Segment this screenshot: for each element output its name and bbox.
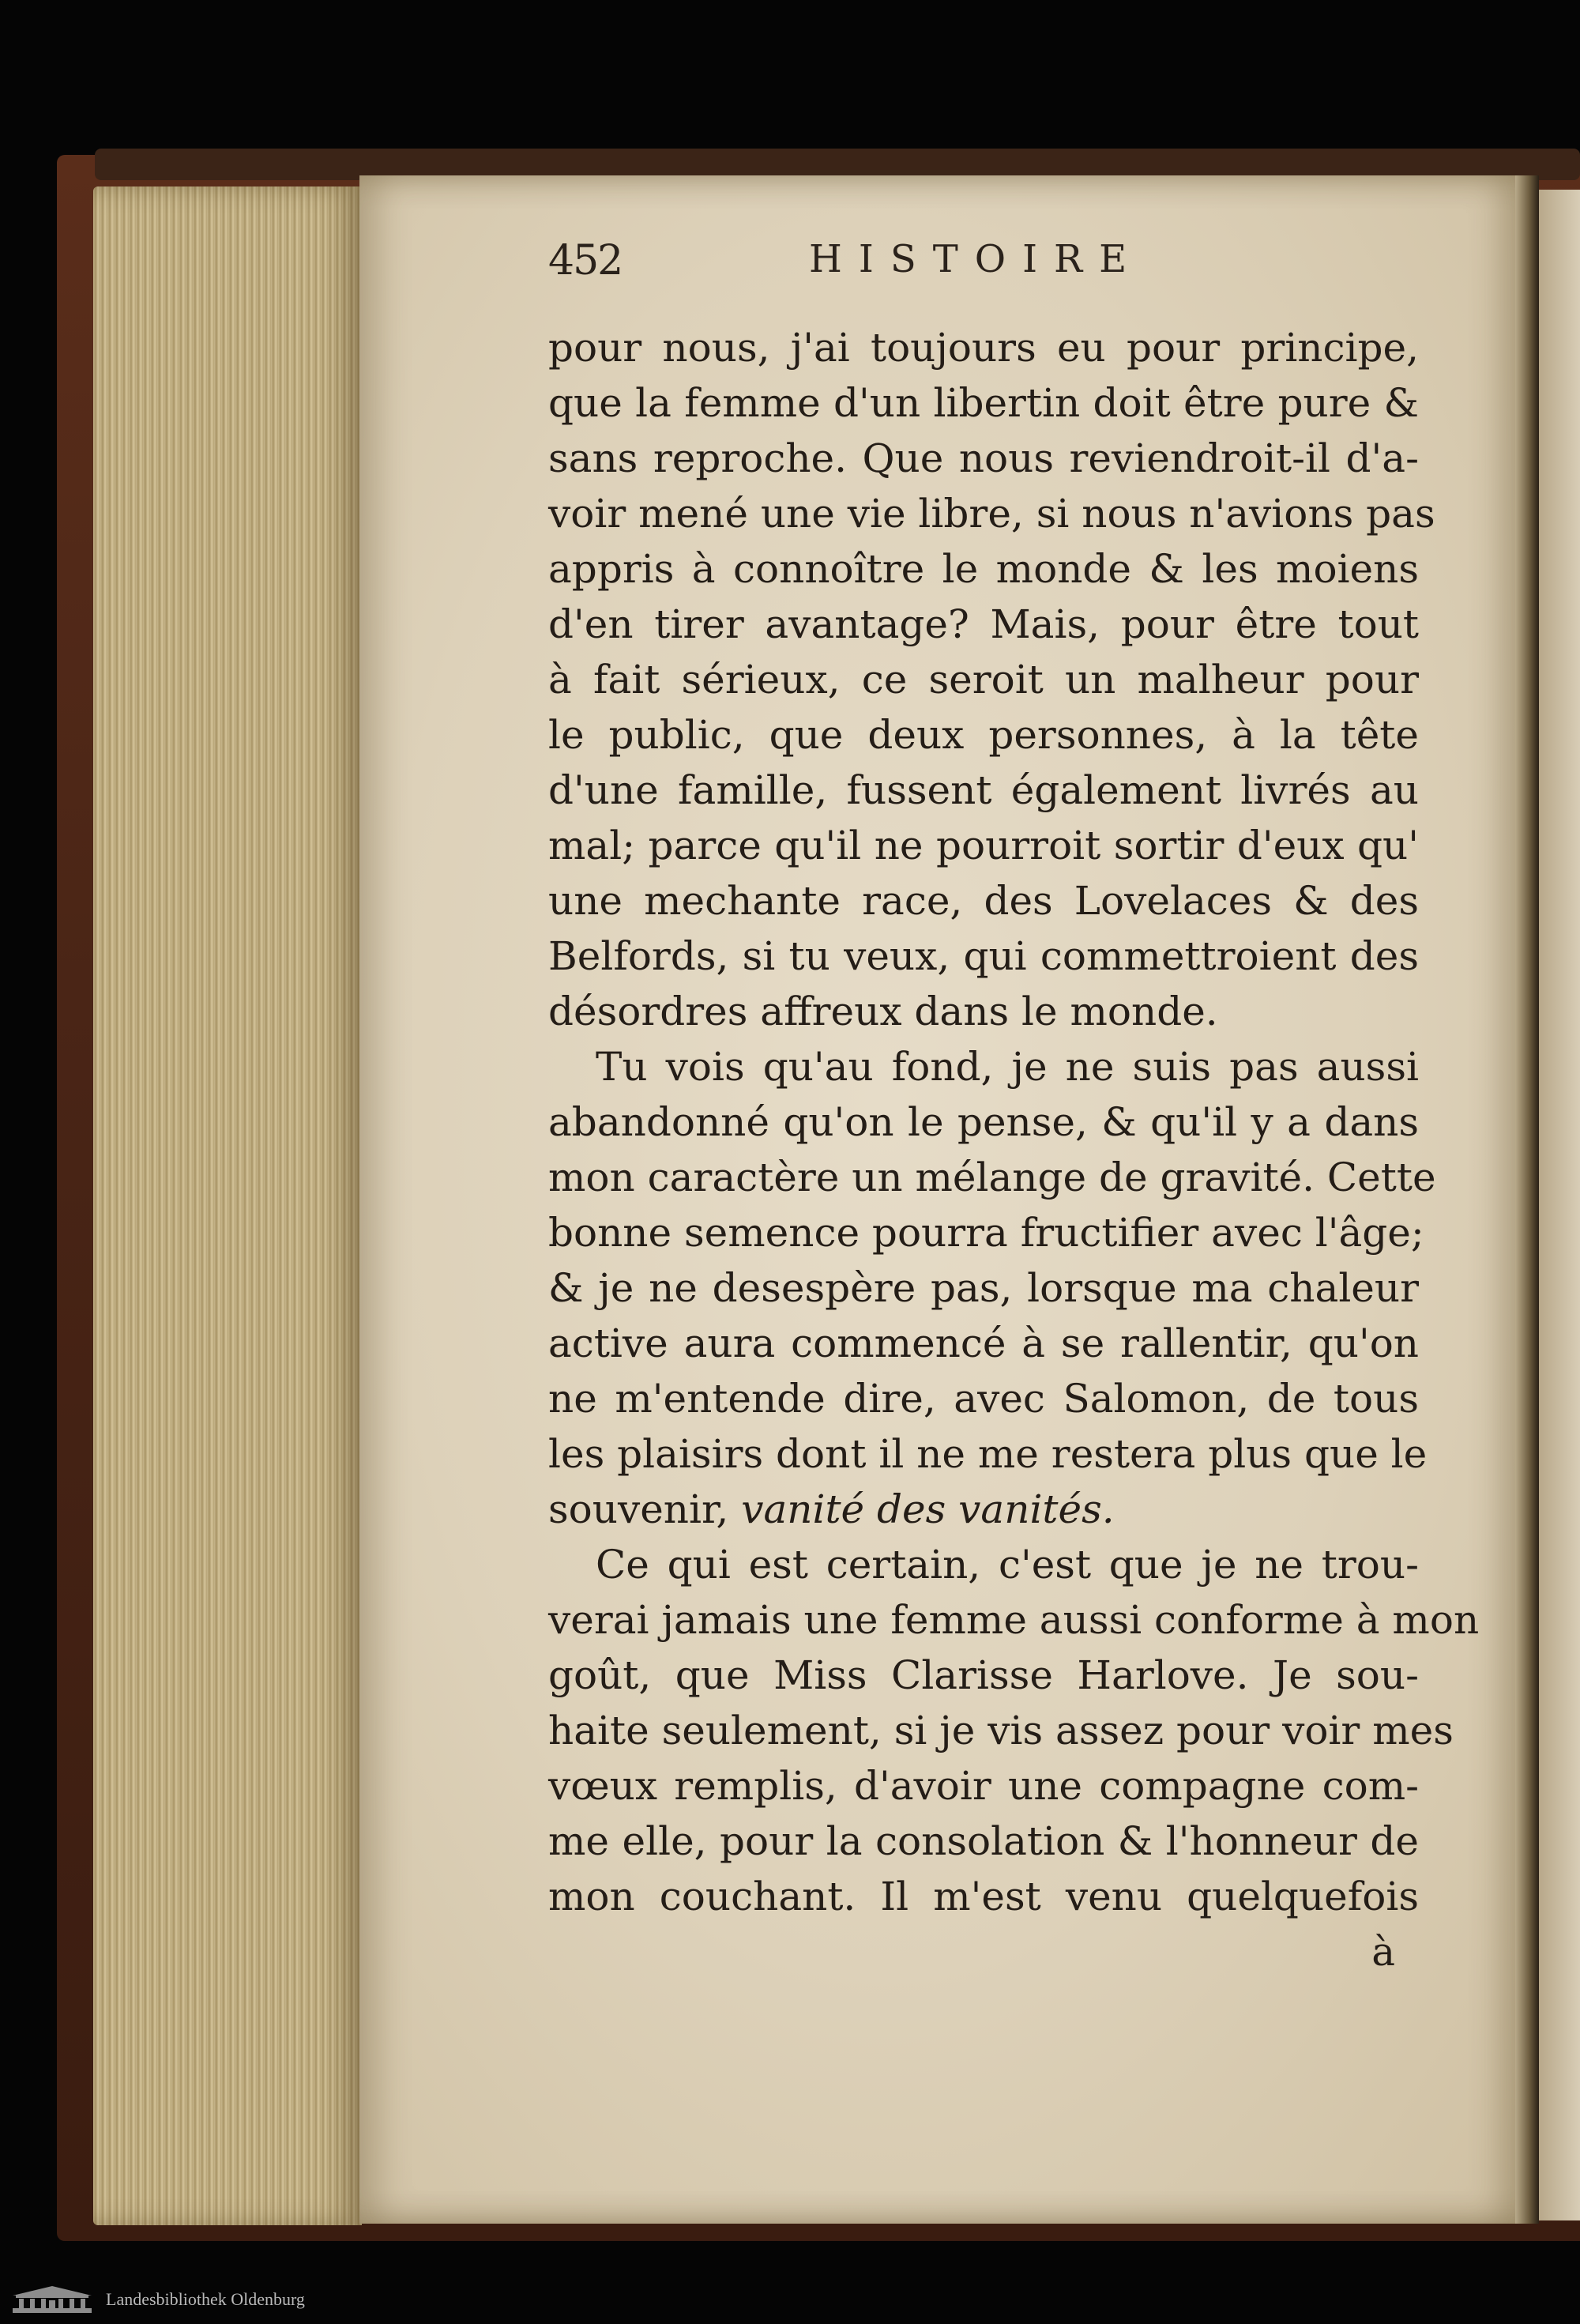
text-line (548, 1482, 1419, 1537)
text-line: d'en tirer avantage? Mais, pour être tout (548, 601, 1419, 647)
text-line: les plaisirs dont il ne me restera plus que le (548, 1431, 1428, 1477)
library-name: Landesbibliothek Oldenburg (106, 2289, 305, 2309)
page-number: 452 (548, 237, 623, 284)
text-line: que la femme d'un libertin doit être pure & (548, 380, 1419, 426)
text-line: Ce qui est certain, c'est que je ne trou- (596, 1542, 1419, 1588)
text-line: goût, que Miss Clarisse Harlove. Je sou- (548, 1652, 1419, 1698)
catchword: à (1371, 1929, 1395, 1975)
text-line: bonne semence pourra fructifier avec l'âge; (548, 1210, 1424, 1256)
text-line: vœux remplis, d'avoir une compagne com- (548, 1763, 1419, 1809)
text-line: abandonné qu'on le pense, & qu'il y a dans (548, 1099, 1419, 1145)
page-edges (93, 186, 362, 2225)
text-line: Belfords, si tu veux, qui commettroient des (548, 933, 1419, 979)
text-line: mon couchant. Il m'est venu quelquefois (548, 1874, 1419, 1919)
text-line: appris à connoître le monde & les moiens (548, 546, 1419, 592)
text-line: me elle, pour la consolation & l'honneur de (548, 1818, 1419, 1864)
text-line: désordres affreux dans le monde. (548, 989, 1218, 1034)
text-line: haite seulement, si je vis assez pour voir mes (548, 1708, 1454, 1753)
text-line: une mechante race, des Lovelaces & des (548, 878, 1419, 924)
text-block (548, 320, 1480, 1979)
italic-phrase: vanité des vanités. (741, 1486, 1115, 1532)
book-gutter (1515, 175, 1539, 2224)
text-line: d'une famille, fussent également livrés au (548, 767, 1419, 813)
page-title: HISTOIRE (809, 237, 1144, 281)
text-line: verai jamais une femme aussi conforme à mon (548, 1597, 1480, 1643)
text-line: Tu vois qu'au fond, je ne suis pas aussi (596, 1044, 1419, 1090)
text-line: sans reproche. Que nous reviendroit-il d'a- (548, 435, 1419, 481)
text-line: ne m'entende dire, avec Salomon, de tous (548, 1376, 1419, 1422)
text-line: & je ne desespère pas, lorsque ma chaleur (548, 1265, 1419, 1311)
library-building-icon (9, 2284, 95, 2316)
text-line: mal; parce qu'il ne pourroit sortir d'eux qu' (548, 823, 1419, 868)
facing-page-edge (1539, 190, 1580, 2220)
text-line: active aura commencé à se rallentir, qu'on (548, 1320, 1419, 1366)
running-head (548, 237, 1417, 292)
footer-bar (0, 2278, 1580, 2324)
text-line: pour nous, j'ai toujours eu pour principe, (548, 325, 1419, 371)
text-line: voir mené une vie libre, si nous n'avions pas (548, 491, 1435, 537)
text-line: mon caractère un mélange de gravité. Cette (548, 1154, 1436, 1200)
text-line: le public, que deux personnes, à la tête (548, 712, 1419, 758)
text-line: à fait sérieux, ce seroit un malheur pour (548, 657, 1419, 702)
text-fragment: souvenir, (548, 1486, 729, 1532)
